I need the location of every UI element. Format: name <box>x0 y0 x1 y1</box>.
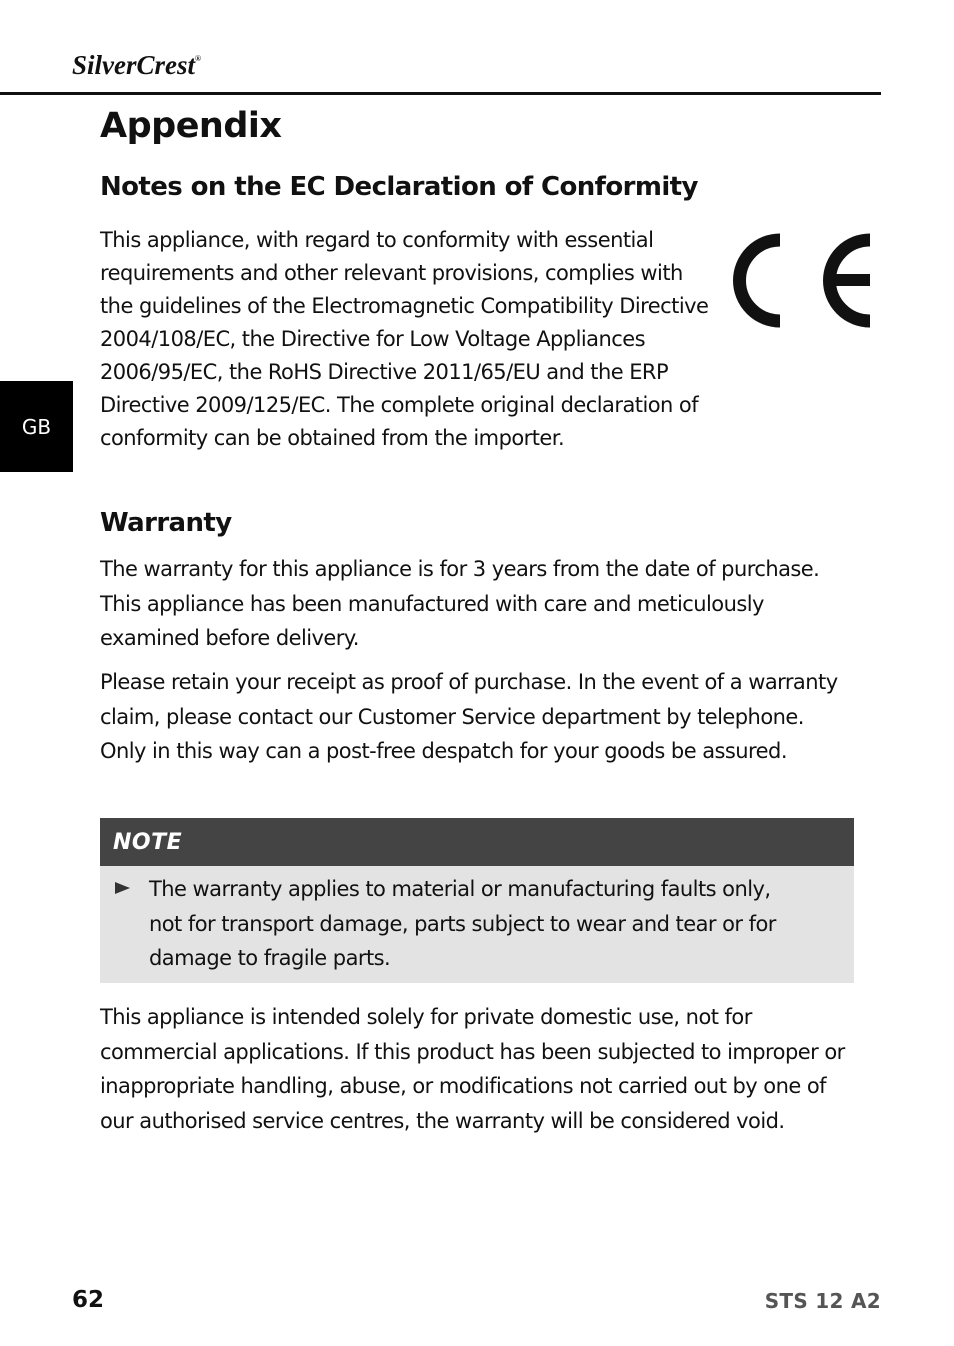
warranty-paragraph-3: This appliance is intended solely for private domestic use, not for commercial applications. If this product has been subjected to improper or inappropriate handling, abuse, or modifications not carried out by one of our authorised service centres, the warranty will be considered void. <box>100 1005 845 1133</box>
arrow-bullet-icon <box>115 882 130 894</box>
registered-mark: ® <box>195 54 201 63</box>
note-box <box>100 818 854 983</box>
ce-mark-icon <box>728 228 876 333</box>
page-title: Appendix <box>100 106 282 146</box>
header-divider <box>0 92 881 95</box>
warranty-heading: Warranty <box>100 508 232 538</box>
model-number: STS 12 A2 <box>764 1289 881 1313</box>
note-title: NOTE <box>100 818 854 866</box>
ec-declaration-heading: Notes on the EC Declaration of Conformity <box>100 172 698 202</box>
brand-logo <box>72 50 201 81</box>
language-tab-label: GB <box>21 414 52 439</box>
page-number: 62 <box>72 1287 105 1313</box>
note-body <box>100 866 854 970</box>
warranty-paragraph-2: Please retain your receipt as proof of purchase. In the event of a warranty claim, please contact our Customer Service department by telephone. Only in this way can a post-free despatch for your goods be assured. <box>100 670 838 763</box>
warranty-paragraph-1: The warranty for this appliance is for 3 years from the date of purchase. This appliance has been manufactured with care and meticulously examined before delivery. <box>100 557 820 650</box>
brand-name: SilverCrest <box>72 50 196 80</box>
language-tab <box>0 381 73 472</box>
note-text: The warranty applies to material or manufacturing faults only, not for transport damage, parts subject to wear and tear or for damage to fragile parts. <box>149 877 776 970</box>
ec-declaration-text: This appliance, with regard to conformity with essential requirements and other relevant provisions, complies with the guidelines of the Electromagnetic Compatibility Directive 2004/108/EC, the Directive for Low Voltage Appliances 2006/95/EC, the RoHS Directive 2011/65/EU and the ERP Directive 2009/125/EC. The complete original declaration of conformity can be obtained from the importer. <box>100 228 709 450</box>
